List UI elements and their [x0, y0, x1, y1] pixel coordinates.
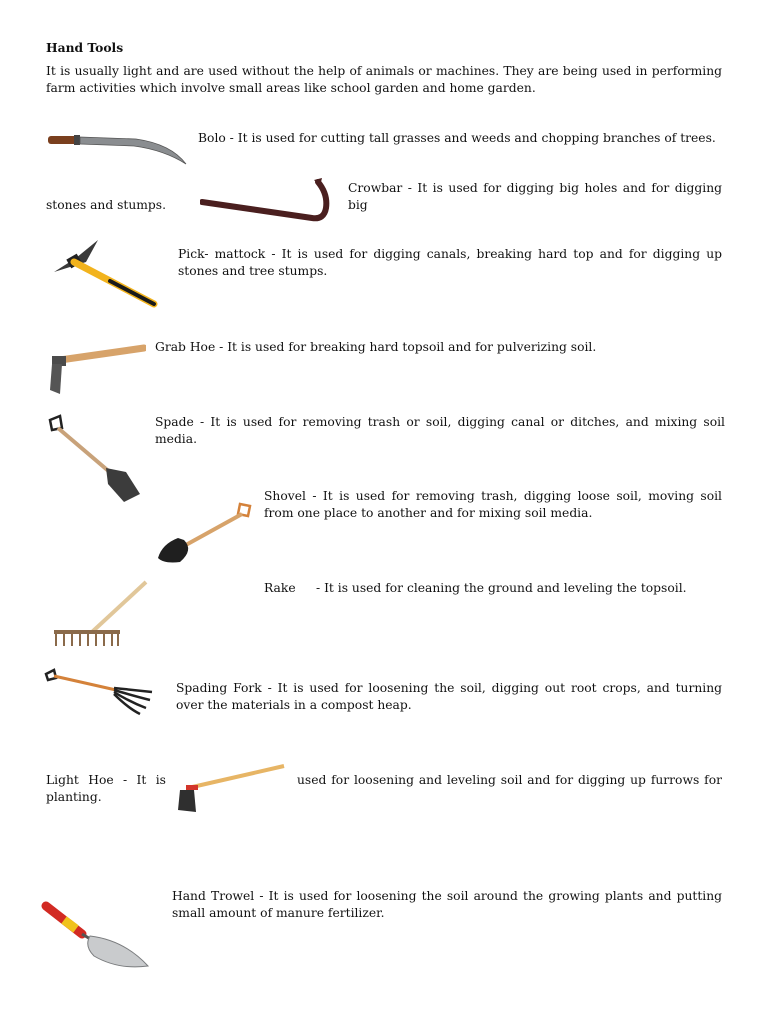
intro-paragraph: It is usually light and are used without the help of animals or machines. They are being used in performing farm activities which involve small areas like school garden and home garden.: [46, 64, 722, 95]
bolo-icon: [46, 128, 188, 168]
crowbar-text-line1: Crowbar - It is used for digging big holes and for digging big: [348, 181, 722, 212]
rake-icon: [48, 580, 148, 652]
hand-trowel-text: Hand Trowel - It is used for loosening the soil around the growing plants and putting small amount of manure fertilizer.: [172, 889, 722, 920]
rake-label: Rake: [264, 581, 296, 595]
spade-icon: [46, 414, 144, 504]
rake-text: - It is used for cleaning the ground and leveling the topsoil.: [316, 581, 687, 595]
grab-hoe-icon: [46, 340, 146, 398]
spade-text: Spade - It is used for removing trash or soil, digging canal or ditches, and mixing soil media.: [155, 415, 725, 446]
light-hoe-text-line2: planting.: [46, 790, 102, 804]
light-hoe-text-left: Light Hoe - It is: [46, 773, 166, 787]
hand-trowel-icon: [38, 894, 154, 974]
page-title: Hand Tools: [46, 40, 124, 55]
spading-fork-icon: [44, 668, 156, 720]
bolo-text: Bolo - It is used for cutting tall grasses and weeds and chopping branches of trees.: [198, 131, 716, 145]
shovel-text: Shovel - It is used for removing trash, digging loose soil, moving soil from one place to another and for mixing soil media.: [264, 489, 722, 520]
grab-hoe-text: Grab Hoe - It is used for breaking hard topsoil and for pulverizing soil.: [155, 340, 597, 354]
shovel-icon: [154, 500, 254, 566]
light-hoe-icon: [172, 760, 288, 816]
spading-fork-text: Spading Fork - It is used for loosening the soil, digging out root crops, and turning over the materials in a compost heap.: [176, 681, 722, 712]
crowbar-text-line2: stones and stumps.: [46, 198, 167, 212]
pick-mattock-text: Pick- mattock - It is used for digging canals, breaking hard top and for digging up stones and tree stumps.: [178, 247, 722, 278]
pick-mattock-icon: [50, 236, 162, 312]
light-hoe-text-right: used for loosening and leveling soil and for digging up furrows for: [297, 773, 722, 787]
